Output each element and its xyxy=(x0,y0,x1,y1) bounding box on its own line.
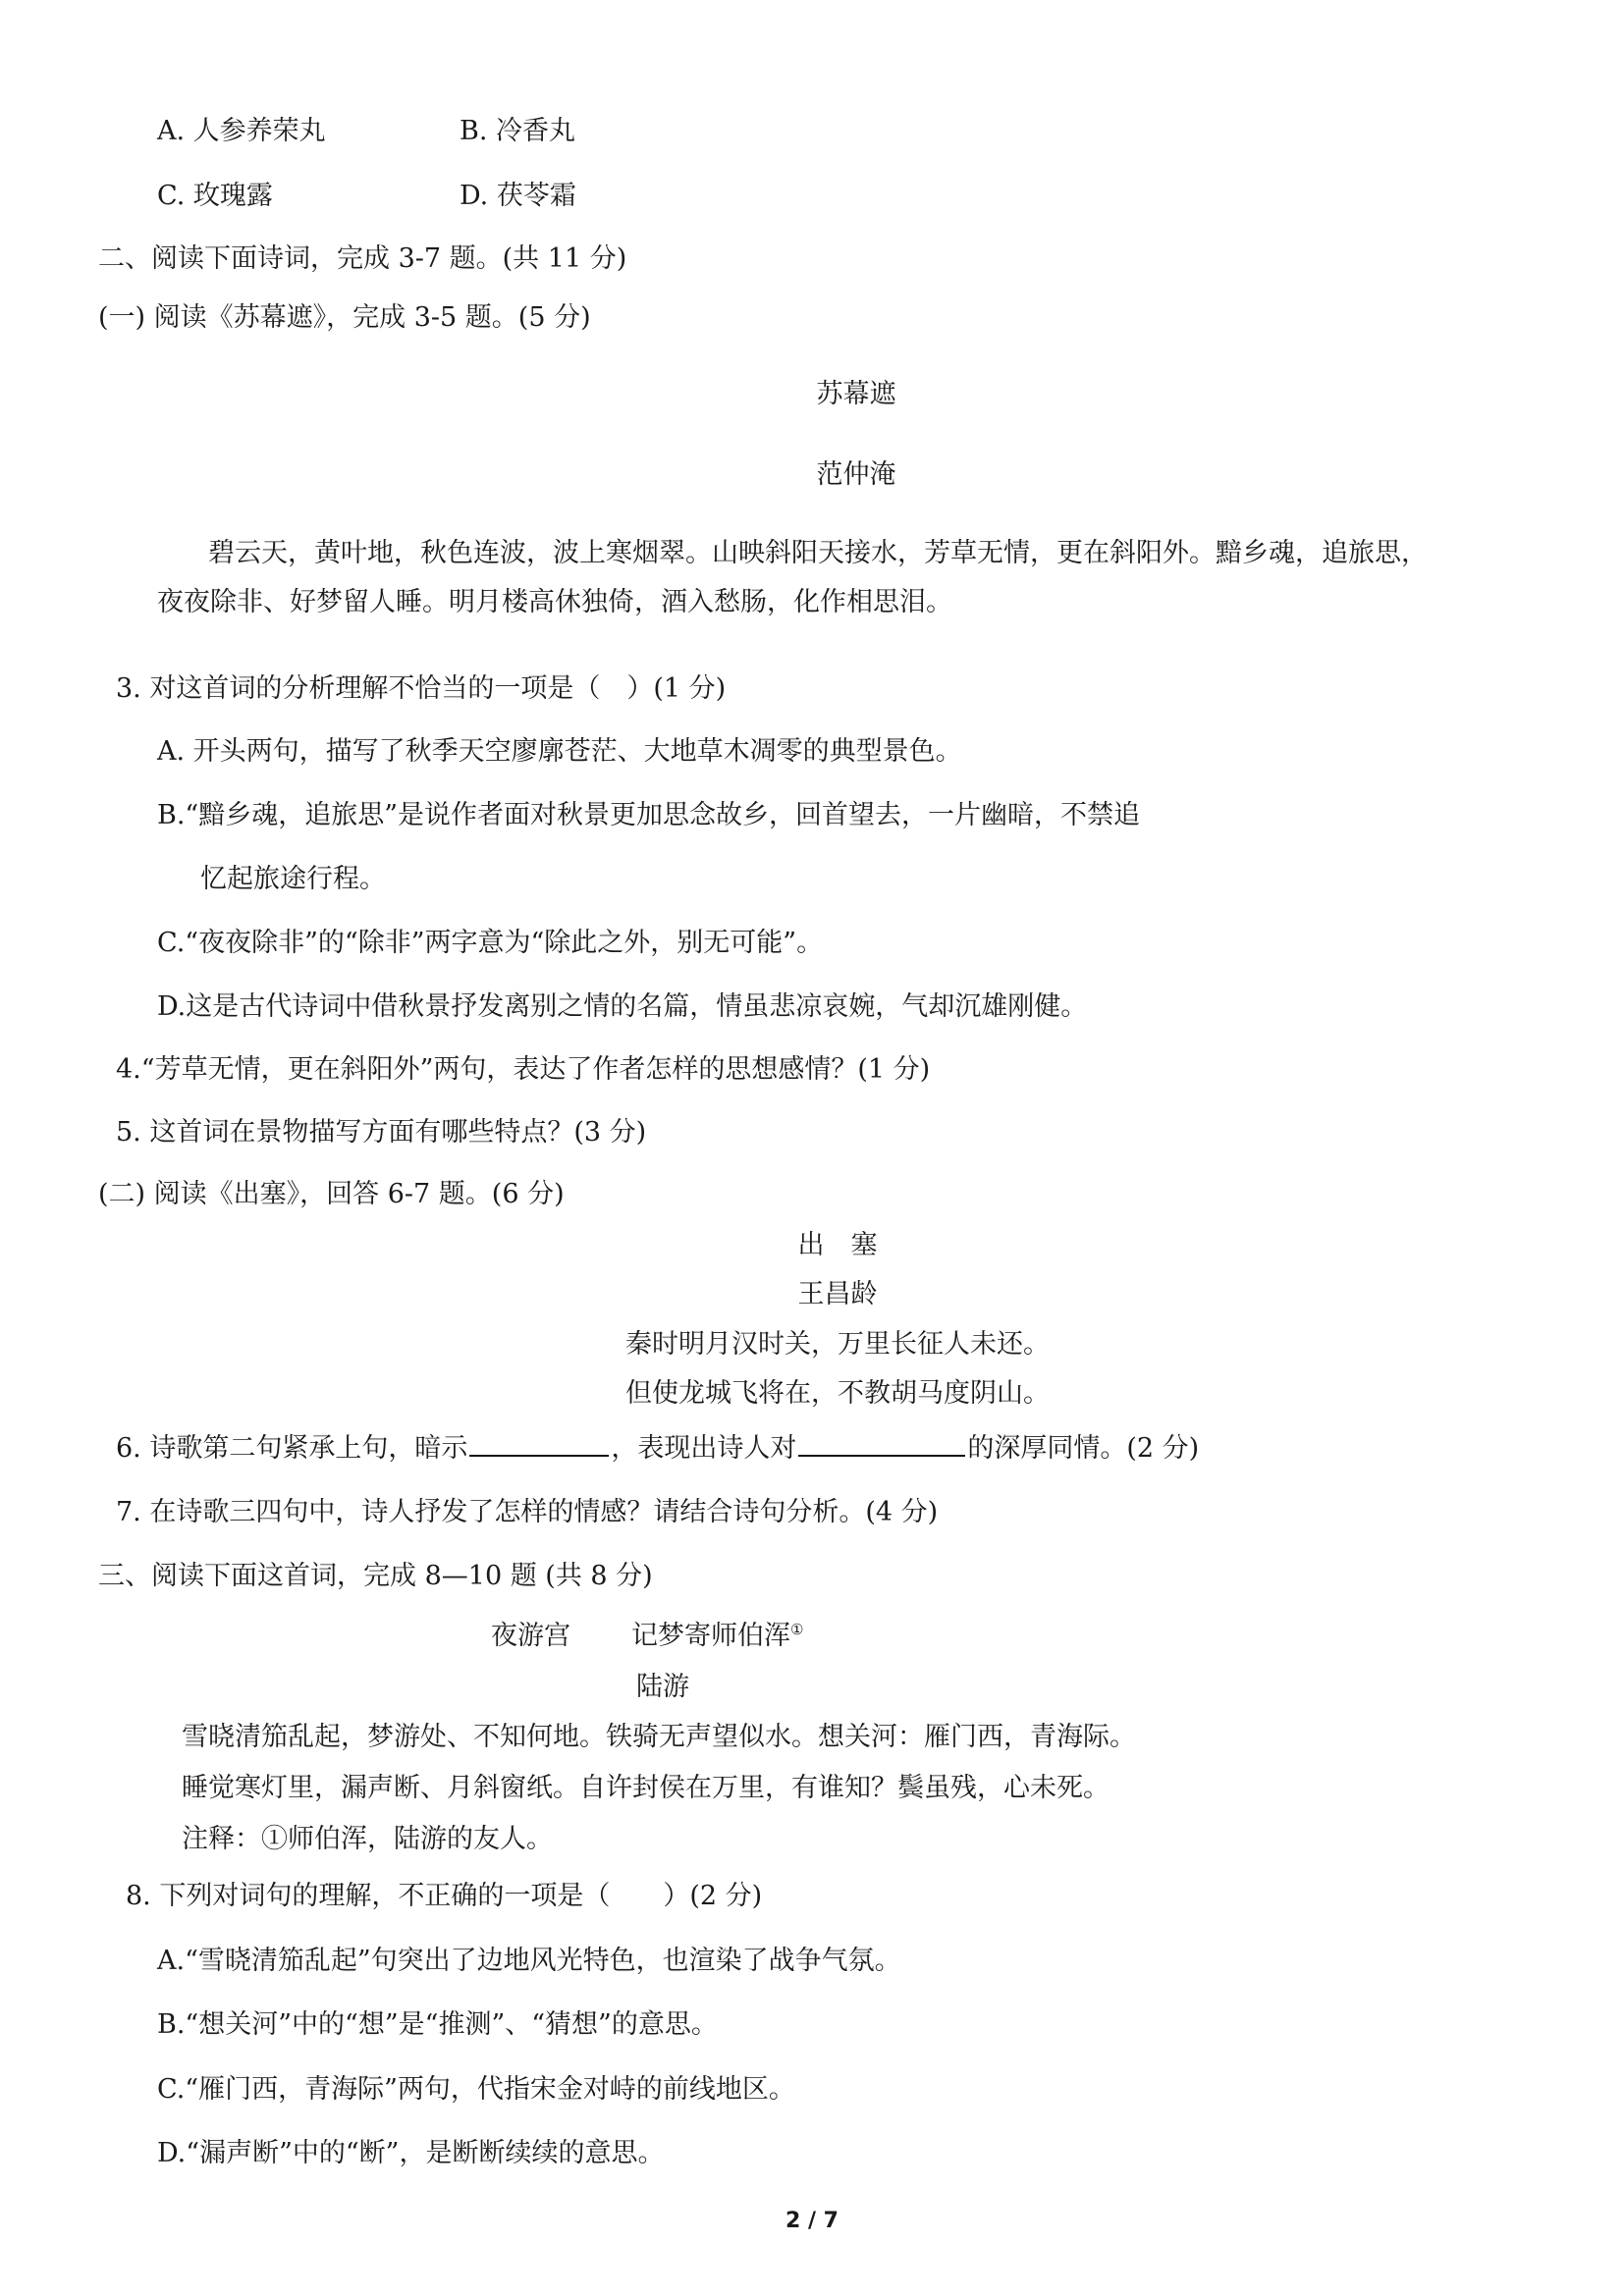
q6-text-3: 的深厚同情。(2 分) xyxy=(967,1433,1200,1464)
q8-option-c: C.“雁门西，青海际”两句，代指宋金对峙的前线地区。 xyxy=(157,2074,795,2105)
poem1-line2: 夜夜除非、好梦留人睡。明月楼高休独倚，酒入愁肠，化作相思泪。 xyxy=(157,587,952,617)
q6 xyxy=(116,1435,1199,1462)
q3-option-c: C.“夜夜除非”的“除非”两字意为“除此之外，别无可能”。 xyxy=(157,928,824,958)
q2-option-b: B. 冷香丸 xyxy=(460,116,576,146)
q2-option-a: A. 人参养荣丸 xyxy=(157,116,326,146)
q8-option-d: D.“漏声断”中的“断”，是断断续续的意思。 xyxy=(157,2138,665,2168)
poem3-title xyxy=(491,1623,803,1649)
q3-option-d: D.这是古代诗词中借秋景抒发离别之情的名篇，情虽悲凉哀婉，气却沉雄刚健。 xyxy=(157,991,1088,1022)
note-marker: ① xyxy=(790,1621,804,1638)
poem1-line1: 碧云天，黄叶地，秋色连波，波上寒烟翠。山映斜阳天接水，芳草无情，更在斜阳外。黯乡魂，追旅思， xyxy=(208,538,1428,568)
q3-option-a: A. 开头两句，描写了秋季天空廖廓苍茫、大地草木凋零的典型景色。 xyxy=(157,736,962,767)
page-number: 2 / 7 xyxy=(785,2209,839,2233)
poem1-author: 范仲淹 xyxy=(816,459,896,490)
poem2-author: 王昌龄 xyxy=(797,1279,878,1309)
poem1-title: 苏幕遮 xyxy=(816,379,896,409)
q6-blank-1[interactable] xyxy=(469,1454,609,1457)
poem3-line2: 睡觉寒灯里，漏声断、月斜窗纸。自许封侯在万里，有谁知？鬓虽残，心未死。 xyxy=(182,1773,1110,1803)
q4: 4.“芳草无情，更在斜阳外”两句，表达了作者怎样的思想感情？(1 分) xyxy=(116,1054,931,1085)
q3-option-b-line2: 忆起旅途行程。 xyxy=(200,864,386,894)
q8-option-b: B.“想关河”中的“想”是“推测”、“猜想”的意思。 xyxy=(157,2009,718,2040)
q6-blank-2[interactable] xyxy=(798,1454,965,1457)
q3-option-b-line1: B.“黯乡魂，追旅思”是说作者面对秋景更加思念故乡，回首望去，一片幽暗，不禁追 xyxy=(157,800,1141,830)
section3-heading: 三、阅读下面这首词，完成 8—10 题 (共 8 分) xyxy=(98,1561,653,1591)
section2-heading: 二、阅读下面诗词，完成 3-7 题。(共 11 分) xyxy=(98,243,627,274)
poem2-line2: 但使龙城飞将在，不教胡马度阴山。 xyxy=(625,1378,1050,1409)
poem3-title-main: 夜游宫 xyxy=(491,1621,570,1651)
q6-text-2: ，表现出诗人对 xyxy=(611,1433,797,1464)
q2-option-d: D. 茯苓霜 xyxy=(460,181,576,211)
poem2-title: 出 塞 xyxy=(797,1230,878,1260)
q3-stem: 3. 对这首词的分析理解不恰当的一项是（ ）(1 分) xyxy=(116,673,727,704)
part2-heading: (二) 阅读《出塞》，回答 6-7 题。(6 分) xyxy=(98,1179,565,1209)
q8-option-a: A.“雪晓清笳乱起”句突出了边地风光特色，也渲染了战争气氛。 xyxy=(157,1946,901,1976)
poem3-subtitle: 记梦寄师伯浑 xyxy=(631,1621,790,1651)
q7: 7. 在诗歌三四句中，诗人抒发了怎样的情感？请结合诗句分析。(4 分) xyxy=(116,1497,939,1527)
poem2-line1: 秦时明月汉时关，万里长征人未还。 xyxy=(625,1329,1050,1360)
q5: 5. 这首词在景物描写方面有哪些特点？(3 分) xyxy=(116,1117,647,1148)
poem3-note: 注释：①师伯浑，陆游的友人。 xyxy=(182,1824,553,1854)
q8-stem: 8. 下列对词句的理解，不正确的一项是（ ）(2 分) xyxy=(126,1881,763,1911)
q2-option-c: C. 玫瑰露 xyxy=(157,181,273,211)
poem3-line1: 雪晓清笳乱起，梦游处、不知何地。铁骑无声望似水。想关河：雁门西，青海际。 xyxy=(182,1722,1136,1752)
q6-text-1: 6. 诗歌第二句紧承上句，暗示 xyxy=(116,1433,468,1464)
part1-heading: (一) 阅读《苏幕遮》，完成 3-5 题。(5 分) xyxy=(98,302,591,333)
poem3-author: 陆游 xyxy=(636,1672,689,1702)
